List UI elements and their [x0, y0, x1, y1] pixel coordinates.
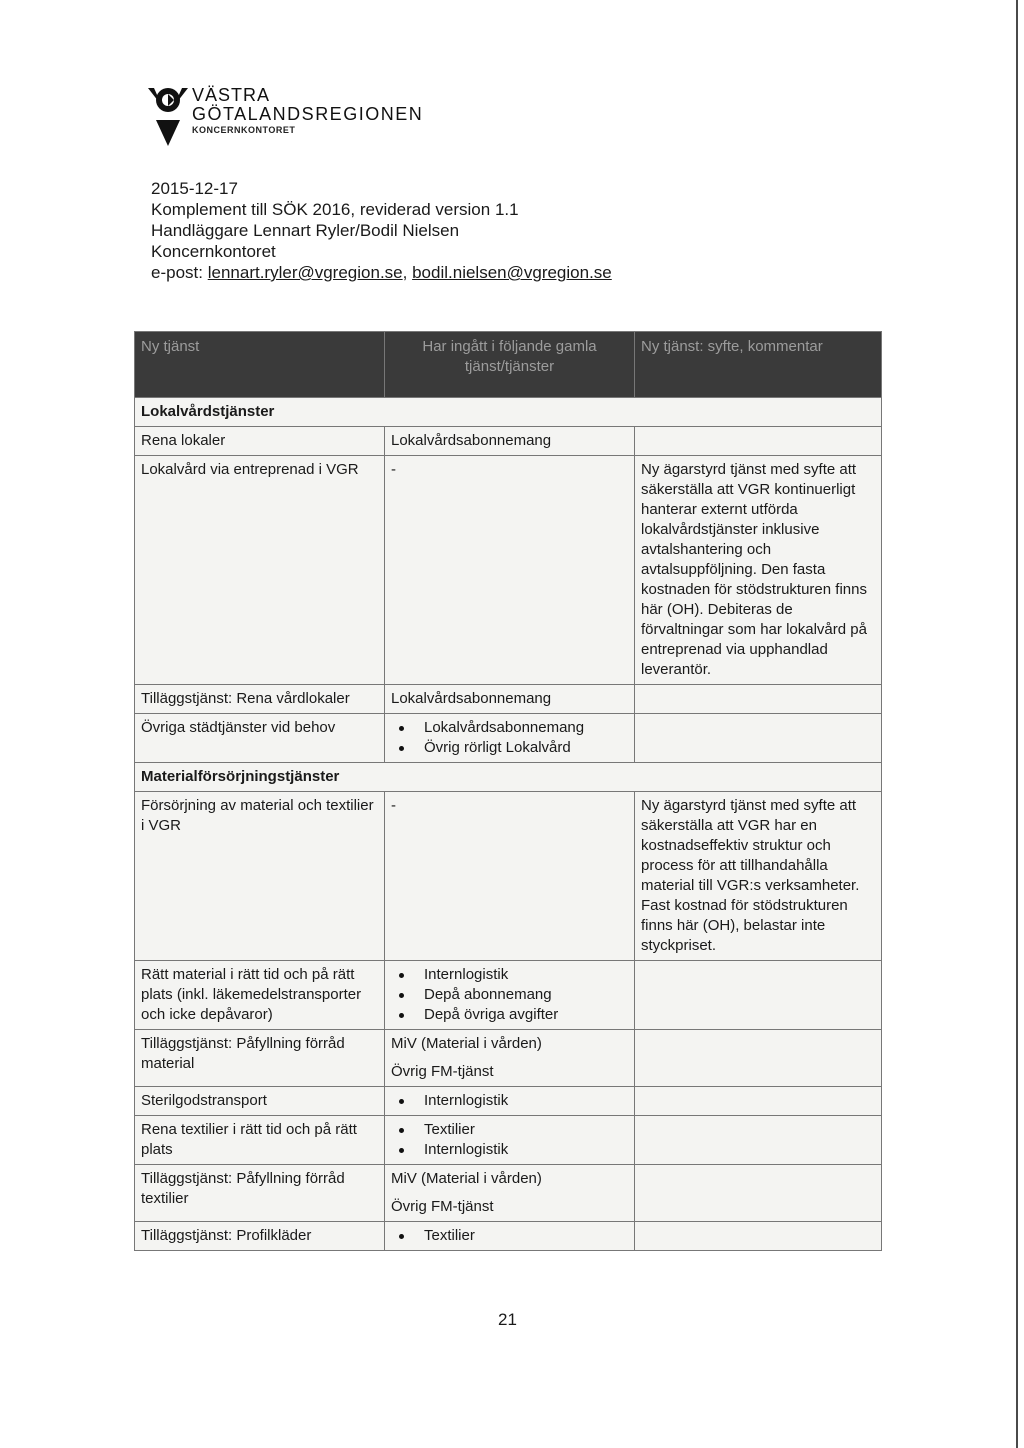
section-row — [135, 763, 882, 792]
cell-comment — [635, 961, 882, 1030]
logo-line-1: VÄSTRA — [192, 85, 271, 105]
table-row — [135, 792, 882, 961]
list-item: Depå övriga avgifter — [424, 1005, 628, 1025]
list-item: Internlogistik — [424, 965, 628, 985]
table-row — [135, 456, 882, 685]
logo-line-2: GÖTALANDSREGIONEN — [192, 104, 424, 124]
header-new-service: Ny tjänst — [135, 332, 385, 398]
section-title: Materialförsörjningstjänster — [135, 763, 882, 792]
cell-new-service: Tilläggstjänst: Profilkläder — [135, 1222, 385, 1251]
list-item: Internlogistik — [424, 1140, 628, 1160]
document-date: 2015-12-17 — [151, 179, 238, 198]
document-subject: Komplement till SÖK 2016, reviderad version 1.1 — [151, 200, 519, 219]
cell-comment — [635, 427, 882, 456]
table-row — [135, 961, 882, 1030]
cell-comment — [635, 685, 882, 714]
table-header-row — [135, 332, 882, 398]
cell-new-service: Lokalvård via entreprenad i VGR — [135, 456, 385, 685]
cell-old-service — [385, 1030, 635, 1087]
table-row — [135, 1087, 882, 1116]
document-office: Koncernkontoret — [151, 242, 276, 261]
header-old-services: Har ingått i följande gamla tjänst/tjänster — [385, 332, 635, 398]
old-service-line: MiV (Material i vården) — [391, 1170, 542, 1187]
cell-comment — [635, 1165, 882, 1222]
table-row — [135, 714, 882, 763]
cell-new-service: Sterilgodstransport — [135, 1087, 385, 1116]
cell-old-service: - — [385, 792, 635, 961]
cell-new-service: Tilläggstjänst: Påfyllning förråd textilier — [135, 1165, 385, 1222]
section-title: Lokalvårdstjänster — [135, 398, 882, 427]
cell-new-service: Rätt material i rätt tid och på rätt plats (inkl. läkemedelstransporter och icke depåvaror) — [135, 961, 385, 1030]
cell-old-service — [385, 1222, 635, 1251]
email-label: e-post: — [151, 263, 203, 282]
cell-new-service: Tilläggstjänst: Påfyllning förråd material — [135, 1030, 385, 1087]
vgr-emblem-icon — [146, 84, 190, 146]
logo-line-3: KONCERNKONTORET — [192, 125, 296, 135]
cell-new-service: Försörjning av material och textilier i VGR — [135, 792, 385, 961]
cell-old-service — [385, 961, 635, 1030]
cell-comment — [635, 1087, 882, 1116]
cell-comment — [635, 1116, 882, 1165]
cell-old-service: Lokalvårdsabonnemang — [385, 685, 635, 714]
table-row — [135, 427, 882, 456]
old-service-line: Övrig FM-tjänst — [391, 1063, 494, 1080]
email-link-2[interactable]: bodil.nielsen@vgregion.se — [412, 263, 612, 282]
cell-new-service: Rena lokaler — [135, 427, 385, 456]
scan-edge-line — [1016, 0, 1018, 1448]
email-separator: , — [402, 263, 408, 282]
list-item: Lokalvårdsabonnemang — [424, 718, 628, 738]
old-service-line: Övrig FM-tjänst — [391, 1198, 494, 1215]
table-row — [135, 1222, 882, 1251]
cell-old-service — [385, 1116, 635, 1165]
email-link-1[interactable]: lennart.ryler@vgregion.se — [207, 263, 403, 282]
document-handler: Handläggare Lennart Ryler/Bodil Nielsen — [151, 221, 460, 240]
table-row — [135, 1116, 882, 1165]
cell-comment — [635, 1030, 882, 1087]
list-item: Internlogistik — [424, 1091, 628, 1111]
cell-comment: Ny ägarstyrd tjänst med syfte att säkerställa att VGR har en kostnadseffektiv struktur och process för att tillhandahålla material till VGR:s verksamheter. Fast kostnad för stödstrukturen finns här (OH), belastar inte styckpriset. — [635, 792, 882, 961]
table-row — [135, 1030, 882, 1087]
cell-comment — [635, 1222, 882, 1251]
list-item: Övrig rörligt Lokalvård — [424, 738, 628, 758]
cell-old-service: Lokalvårdsabonnemang — [385, 427, 635, 456]
list-item: Depå abonnemang — [424, 985, 628, 1005]
cell-old-service — [385, 1165, 635, 1222]
list-item: Textilier — [424, 1226, 628, 1246]
table-row — [135, 1165, 882, 1222]
page-number: 21 — [498, 1310, 517, 1329]
vgr-logo — [146, 84, 446, 148]
section-row — [135, 398, 882, 427]
cell-old-service — [385, 1087, 635, 1116]
header-purpose: Ny tjänst: syfte, kommentar — [635, 332, 882, 398]
cell-new-service: Rena textilier i rätt tid och på rätt plats — [135, 1116, 385, 1165]
cell-old-service: - — [385, 456, 635, 685]
cell-new-service: Tilläggstjänst: Rena vårdlokaler — [135, 685, 385, 714]
table-row — [135, 685, 882, 714]
email-line — [151, 262, 612, 283]
cell-comment — [635, 714, 882, 763]
cell-old-service — [385, 714, 635, 763]
old-service-line: MiV (Material i vården) — [391, 1035, 542, 1052]
services-table — [134, 331, 882, 1251]
document-header — [151, 178, 612, 283]
list-item: Textilier — [424, 1120, 628, 1140]
cell-new-service: Övriga städtjänster vid behov — [135, 714, 385, 763]
cell-comment: Ny ägarstyrd tjänst med syfte att säkerställa att VGR kontinuerligt hanterar externt utförda lokalvårdstjänster inklusive avtalshantering och avtalsuppföljning. Den fasta kostnaden för stödstrukturen finns här (OH). Debiteras de förvaltningar som har lokalvård på entreprenad via upphandlad leverantör. — [635, 456, 882, 685]
